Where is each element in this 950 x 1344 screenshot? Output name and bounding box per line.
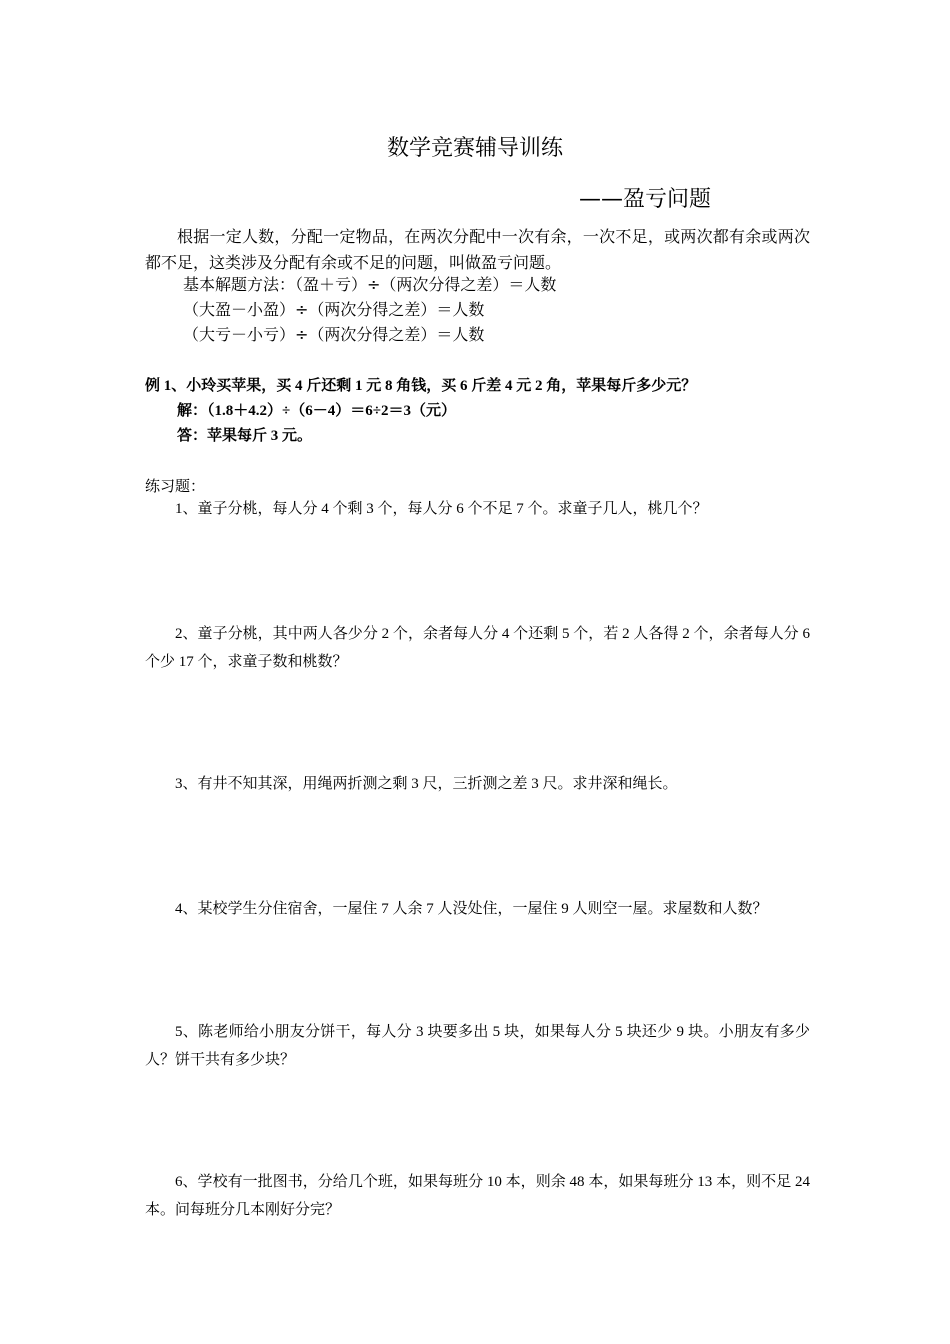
method-line-3: （大亏－小亏）÷（两次分得之差）＝人数	[183, 325, 485, 344]
problem-6: 6、学校有一批图书，分给几个班，如果每班分 10 本，则余 48 本，如果每班分 13 本，则不足 24 本。问每班分几本刚好分完？	[145, 1174, 810, 1218]
document-subtitle: ——盈亏问题	[579, 187, 712, 212]
problem-5: 5、陈老师给小朋友分饼干，每人分 3 块要多出 5 块，如果每人分 5 块还少 9 块。小朋友有多少人？饼干共有多少块？	[145, 1024, 810, 1068]
problem-3: 3、有井不知其深，用绳两折测之剩 3 尺，三折测之差 3 尺。求井深和绳长。	[175, 776, 678, 792]
problem-1: 1、童子分桃，每人分 4 个剩 3 个，每人分 6 个不足 7 个。求童子几人，桃几个？	[175, 501, 708, 517]
method-line-2: （大盈－小盈）÷（两次分得之差）＝人数	[183, 300, 485, 319]
example-answer: 答：苹果每斤 3 元。	[177, 428, 313, 444]
practice-heading: 练习题：	[145, 477, 206, 495]
problem-2: 2、童子分桃，其中两人各少分 2 个，余者每人分 4 个还剩 5 个，若 2 人各得 2 个，余者每人分 6 个少 17 个，求童子数和桃数？	[145, 626, 810, 670]
example-solution: 解：（1.8＋4.2）÷（6－4）＝6÷2＝3（元）	[177, 403, 456, 419]
document-title: 数学竞赛辅导训练	[386, 136, 563, 161]
example-question: 例 1、小玲买苹果，买 4 斤还剩 1 元 8 角钱，买 6 斤差 4 元 2 角，苹果每斤多少元？	[145, 378, 697, 394]
problem-4: 4、某校学生分住宿舍，一屋住 7 人余 7 人没处住，一屋住 9 人则空一屋。求屋数和人数？	[175, 901, 768, 917]
method-line-1: 基本解题方法：（盈＋亏）÷（两次分得之差）＝人数	[183, 275, 557, 294]
intro-paragraph: 根据一定人数，分配一定物品，在两次分配中一次有余，一次不足，或两次都有余或两次都不足，这类涉及分配有余或不足的问题，叫做盈亏问题。	[145, 227, 810, 272]
